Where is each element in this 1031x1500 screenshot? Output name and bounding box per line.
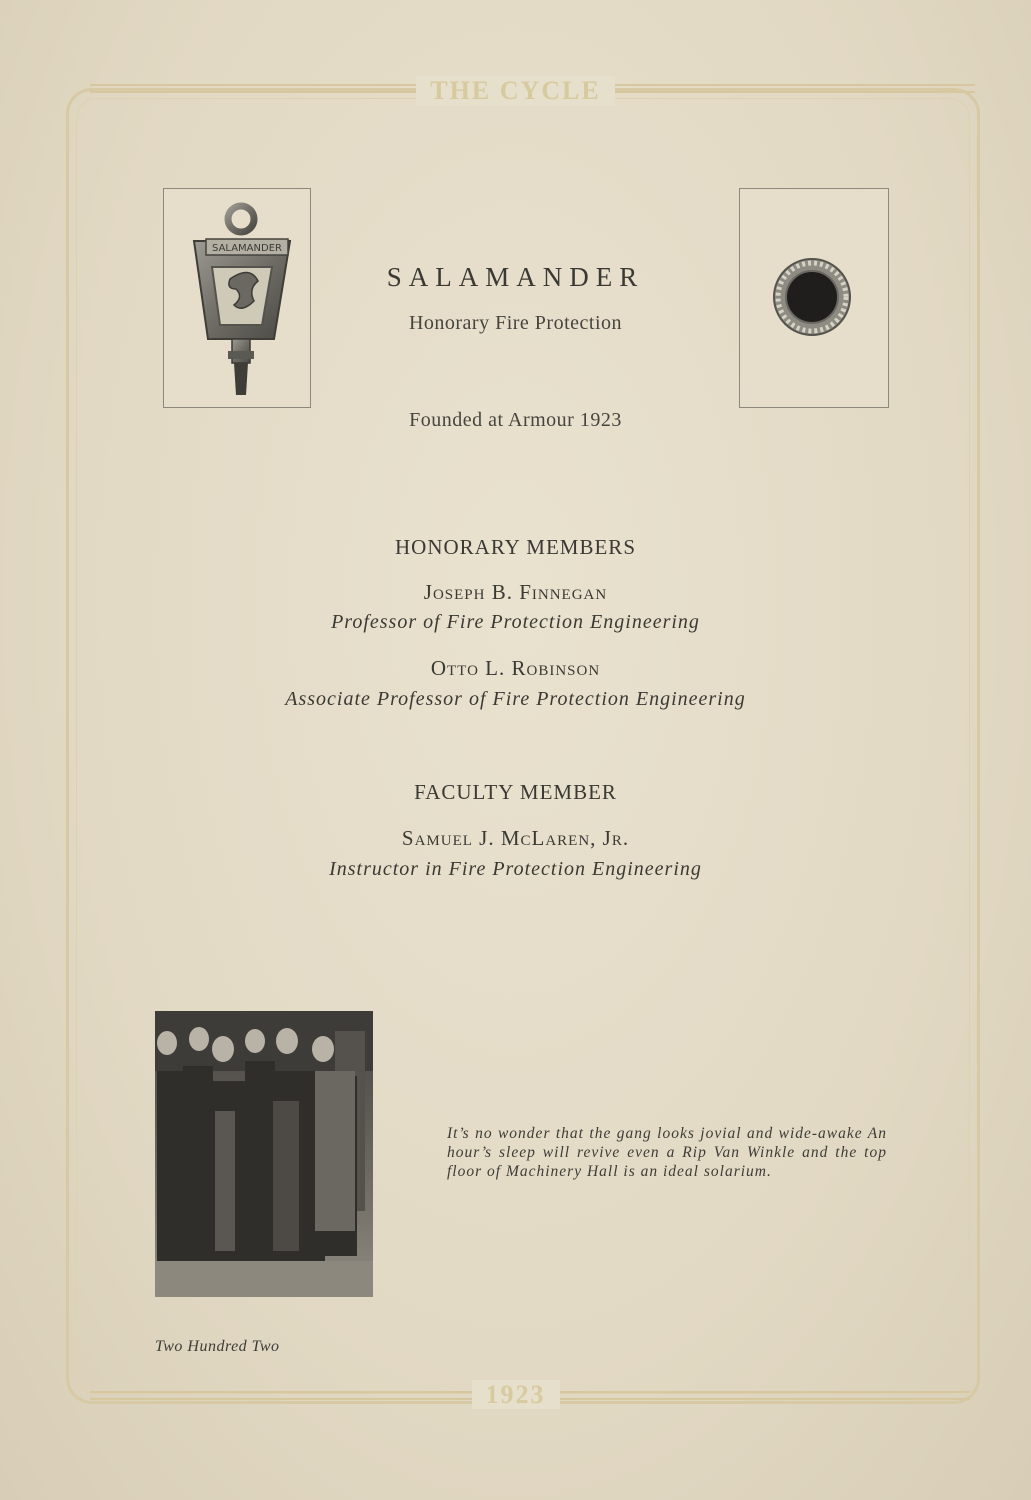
running-title: THE CYCLE xyxy=(0,76,1031,106)
round-pin-icon xyxy=(740,189,888,407)
member-name: Joseph B. Finnegan xyxy=(423,580,608,604)
founded-line: Founded at Armour 1923 xyxy=(409,409,622,431)
key-pin-icon xyxy=(164,189,310,407)
footer-year: 1923 xyxy=(0,1380,1031,1410)
salamander-round-pin xyxy=(739,188,889,408)
member-role: Associate Professor of Fire Protection Engineering xyxy=(285,688,746,710)
member-name: Otto L. Robinson xyxy=(430,656,601,680)
page-number: Two Hundred Two xyxy=(155,1338,280,1355)
member-name: Samuel J. McLaren, Jr. xyxy=(401,826,630,850)
society-name: SALAMANDER xyxy=(386,262,645,292)
salamander-key-emblem xyxy=(163,188,311,408)
photo-caption: It’s no wonder that the gang looks jovial and wide-awake An hour’s sleep will revive even a Rip Van Winkle and the top floor of Machinery Hall is an ideal solarium. xyxy=(447,1125,887,1180)
pin-inscription: SALAMANDER xyxy=(212,243,282,254)
society-subtitle: Honorary Fire Protection xyxy=(408,312,623,334)
member-role: Instructor in Fire Protection Engineering xyxy=(329,858,702,880)
group-photo-image xyxy=(155,1011,373,1297)
honorary-members-heading: HONORARY MEMBERS xyxy=(394,535,636,559)
member-role: Professor of Fire Protection Engineering xyxy=(331,611,700,633)
faculty-member-heading: FACULTY MEMBER xyxy=(414,780,617,804)
group-photo xyxy=(155,1011,373,1297)
